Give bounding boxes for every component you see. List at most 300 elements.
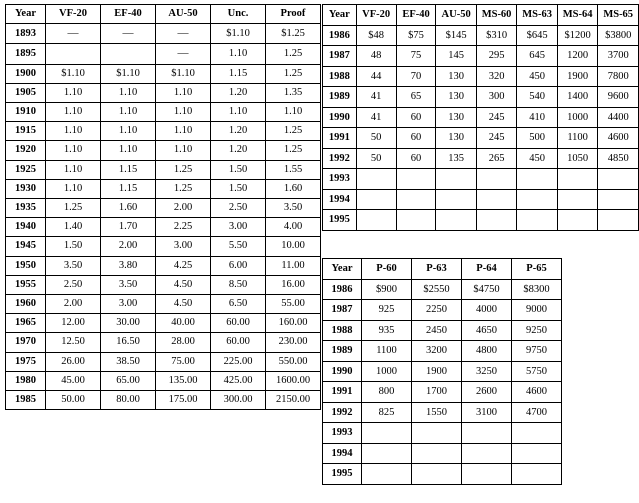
year-cell: 1980 [6,371,46,390]
value-cell: 1.25 [266,122,321,141]
year-cell: 1992 [323,148,357,169]
year-cell: 1935 [6,199,46,218]
value-cell: 1400 [557,87,598,108]
value-cell: 38.50 [101,352,156,371]
value-cell: 1.60 [266,179,321,198]
value-cell: 4600 [512,382,562,403]
value-cell: 8.50 [211,275,266,294]
value-cell: 1100 [557,128,598,149]
column-header-p-63: P-63 [412,259,462,280]
value-cell: 55.00 [266,295,321,314]
value-cell: 130 [436,66,476,87]
value-cell: 225.00 [211,352,266,371]
value-cell: 9750 [512,341,562,362]
value-cell [46,44,101,64]
value-cell: 1200 [557,46,598,67]
value-cell: 4.25 [156,256,211,275]
value-cell: 11.00 [266,256,321,275]
value-cell: 12.50 [46,333,101,352]
value-cell: 50 [356,128,396,149]
value-cell: 5750 [512,361,562,382]
year-cell: 1986 [323,25,357,46]
year-cell: 1925 [6,160,46,179]
value-cell: 320 [476,66,517,87]
em-dash: — [67,27,79,40]
value-cell: 1.10 [46,103,101,122]
column-header-unc: Unc. [211,5,266,24]
table-row [323,66,639,87]
value-cell: 40.00 [156,314,211,333]
value-cell: 300 [476,87,517,108]
value-cell: 3.00 [156,237,211,256]
value-cell: 135.00 [156,371,211,390]
value-cell: 500 [517,128,558,149]
value-cell [156,24,211,44]
value-cell: 1.10 [46,179,101,198]
table-row [323,423,562,444]
value-cell: 3.80 [101,256,156,275]
value-cell: 1.50 [211,160,266,179]
table-row [6,314,321,333]
value-cell: 1.10 [46,83,101,102]
column-header-p-60: P-60 [362,259,412,280]
value-cell [517,169,558,190]
column-header-ms-65: MS-65 [598,5,639,26]
value-cell [362,423,412,444]
value-cell [462,423,512,444]
year-cell: 1990 [323,361,362,382]
proof-grades-table-container [322,258,562,485]
value-cell: 1.25 [156,179,211,198]
value-cell: 550.00 [266,352,321,371]
value-cell [101,24,156,44]
value-cell: 41 [356,87,396,108]
value-cell: 16.00 [266,275,321,294]
value-cell [476,189,517,210]
year-cell: 1940 [6,218,46,237]
value-cell: 30.00 [101,314,156,333]
value-cell [598,189,639,210]
value-cell: 10.00 [266,237,321,256]
value-cell: 4.50 [156,275,211,294]
year-cell: 1915 [6,122,46,141]
year-cell: 1991 [323,382,362,403]
year-cell: 1895 [6,44,46,64]
column-header-p-64: P-64 [462,259,512,280]
year-cell: 1988 [323,66,357,87]
value-cell [557,169,598,190]
table-row [6,5,321,24]
value-cell: 300.00 [211,391,266,410]
value-cell: 450 [517,66,558,87]
year-cell: 1994 [323,189,357,210]
value-cell: 65.00 [101,371,156,390]
table-row [6,371,321,390]
value-cell: 4.00 [266,218,321,237]
value-cell [598,210,639,231]
table-row [6,295,321,314]
table-row [6,103,321,122]
table-row [323,128,639,149]
value-cell: 41 [356,107,396,128]
value-cell: 1.25 [266,141,321,160]
table-header-row [6,5,321,24]
year-cell: 1910 [6,103,46,122]
value-cell: 4000 [462,300,512,321]
em-dash: — [177,47,189,60]
column-header-year: Year [323,259,362,280]
value-cell: 425.00 [211,371,266,390]
year-cell: 1987 [323,46,357,67]
table-row [6,179,321,198]
value-cell: $4750 [462,279,512,300]
value-cell [412,464,462,485]
value-cell: 2.00 [156,199,211,218]
value-cell [517,210,558,231]
value-cell: 75 [396,46,436,67]
value-cell [436,189,476,210]
value-cell: 3250 [462,361,512,382]
table-row [323,320,562,341]
year-cell: 1945 [6,237,46,256]
value-cell: $1.10 [156,64,211,83]
value-cell: 1.10 [211,103,266,122]
value-cell: 1.25 [156,160,211,179]
value-cell: 1.10 [46,122,101,141]
table-row [6,199,321,218]
value-cell: $310 [476,25,517,46]
table-row [323,382,562,403]
value-cell: 3.50 [266,199,321,218]
value-cell [396,210,436,231]
value-cell [156,44,211,64]
value-cell: 4400 [598,107,639,128]
year-cell: 1993 [323,423,362,444]
value-cell: $1.10 [46,64,101,83]
value-cell: 2150.00 [266,391,321,410]
value-cell: 145 [436,46,476,67]
value-cell: 48 [356,46,396,67]
table-row [6,256,321,275]
value-cell: 9250 [512,320,562,341]
value-cell: 1550 [412,402,462,423]
value-cell: $900 [362,279,412,300]
value-cell: 1.20 [211,122,266,141]
value-cell [557,189,598,210]
table-row [6,64,321,83]
value-cell: 1.10 [101,103,156,122]
value-cell: 245 [476,107,517,128]
year-cell: 1965 [6,314,46,333]
value-cell: 75.00 [156,352,211,371]
column-header-au-50: AU-50 [436,5,476,26]
value-cell: 6.50 [211,295,266,314]
table-body [6,24,321,410]
table-row [323,259,562,280]
value-cell [517,189,558,210]
value-cell: 160.00 [266,314,321,333]
table-row [323,210,639,231]
table-row [323,87,639,108]
value-cell: 1.20 [211,83,266,102]
table-row [323,279,562,300]
value-cell: 6.00 [211,256,266,275]
value-cell [412,423,462,444]
value-cell: 60 [396,148,436,169]
value-cell [101,44,156,64]
value-cell: 1.70 [101,218,156,237]
value-cell: 825 [362,402,412,423]
value-cell [462,443,512,464]
value-cell [356,189,396,210]
year-cell: 1989 [323,87,357,108]
year-cell: 1950 [6,256,46,275]
value-cell: 2.00 [101,237,156,256]
year-cell: 1989 [323,341,362,362]
value-cell [476,210,517,231]
column-header-proof: Proof [266,5,321,24]
value-cell: 1.15 [211,64,266,83]
year-cell: 1955 [6,275,46,294]
table-body [323,279,562,484]
value-cell [412,443,462,464]
value-cell [436,169,476,190]
year-cell: 1993 [323,169,357,190]
year-cell: 1893 [6,24,46,44]
year-cell: 1986 [323,279,362,300]
value-cell: 295 [476,46,517,67]
value-cell: 450 [517,148,558,169]
value-cell [46,24,101,44]
column-header-ef-40: EF-40 [396,5,436,26]
table-header-row [323,259,562,280]
column-header-vf-20: VF-20 [356,5,396,26]
value-cell: 1600.00 [266,371,321,390]
value-cell: 3100 [462,402,512,423]
value-cell: 3.50 [46,256,101,275]
value-cell: 1.40 [46,218,101,237]
value-cell [557,210,598,231]
year-cell: 1987 [323,300,362,321]
value-cell: 130 [436,128,476,149]
table-row [323,107,639,128]
table-row [6,391,321,410]
table-row [323,189,639,210]
circulated-grades-table [5,4,321,410]
value-cell: 1.10 [101,122,156,141]
value-cell: 9000 [512,300,562,321]
value-cell: 175.00 [156,391,211,410]
value-cell [396,169,436,190]
em-dash: — [122,27,134,40]
value-cell: 1.10 [46,160,101,179]
table-row [6,122,321,141]
value-cell: 3700 [598,46,639,67]
table-row [323,148,639,169]
value-cell: 1700 [412,382,462,403]
circulated-grades-table-container [5,4,321,410]
value-cell: $8300 [512,279,562,300]
value-cell: 645 [517,46,558,67]
value-cell: 26.00 [46,352,101,371]
value-cell: 230.00 [266,333,321,352]
value-cell: 4850 [598,148,639,169]
value-cell: 4600 [598,128,639,149]
value-cell: 935 [362,320,412,341]
value-cell: 60.00 [211,333,266,352]
value-cell: 130 [436,107,476,128]
column-header-vf-20: VF-20 [46,5,101,24]
value-cell: 1.25 [266,44,321,64]
value-cell [512,443,562,464]
value-cell: 410 [517,107,558,128]
value-cell: 2.50 [211,199,266,218]
value-cell: 1.20 [211,141,266,160]
value-cell: 925 [362,300,412,321]
value-cell: 1.60 [101,199,156,218]
value-cell: 50 [356,148,396,169]
em-dash: — [177,27,189,40]
value-cell: 2.00 [46,295,101,314]
value-cell: 1.55 [266,160,321,179]
value-cell [598,169,639,190]
value-cell: 65 [396,87,436,108]
table-row [323,46,639,67]
value-cell [476,169,517,190]
table-row [323,300,562,321]
value-cell: 135 [436,148,476,169]
value-cell [396,189,436,210]
table-row [323,169,639,190]
value-cell: 2250 [412,300,462,321]
year-cell: 1995 [323,464,362,485]
value-cell: $48 [356,25,396,46]
value-cell: 1.35 [266,83,321,102]
mint-state-grades-table [322,4,639,231]
value-cell: 1.10 [156,103,211,122]
table-row [6,160,321,179]
value-cell: 2600 [462,382,512,403]
column-header-ms-64: MS-64 [557,5,598,26]
value-cell: 265 [476,148,517,169]
value-cell: 4800 [462,341,512,362]
year-cell: 1995 [323,210,357,231]
column-header-ef-40: EF-40 [101,5,156,24]
value-cell: 50.00 [46,391,101,410]
value-cell: 1.10 [46,141,101,160]
value-cell: 1900 [557,66,598,87]
value-cell: 4650 [462,320,512,341]
year-cell: 1920 [6,141,46,160]
value-cell: 3.00 [211,218,266,237]
table-row [323,361,562,382]
value-cell: $1.10 [211,24,266,44]
value-cell: $145 [436,25,476,46]
column-header-ms-60: MS-60 [476,5,517,26]
value-cell: 5.50 [211,237,266,256]
value-cell: 3.00 [101,295,156,314]
value-cell: 1.50 [46,237,101,256]
value-cell [462,464,512,485]
value-cell: 1.10 [156,141,211,160]
value-cell: 1050 [557,148,598,169]
year-cell: 1905 [6,83,46,102]
value-cell: 28.00 [156,333,211,352]
value-cell: 1.15 [101,179,156,198]
value-cell: 1.10 [101,141,156,160]
value-cell [436,210,476,231]
year-cell: 1994 [323,443,362,464]
year-cell: 1985 [6,391,46,410]
value-cell: 60.00 [211,314,266,333]
table-row [6,218,321,237]
year-cell: 1988 [323,320,362,341]
value-cell: 60 [396,128,436,149]
value-cell: 7800 [598,66,639,87]
value-cell: $1.10 [101,64,156,83]
value-cell: 1100 [362,341,412,362]
value-cell: 80.00 [101,391,156,410]
value-cell: 1900 [412,361,462,382]
table-row [6,44,321,64]
value-cell: 1.10 [156,83,211,102]
table-body [323,25,639,230]
table-row [323,5,639,26]
value-cell: $1.25 [266,24,321,44]
value-cell: 60 [396,107,436,128]
value-cell: 1.10 [266,103,321,122]
value-cell: $1200 [557,25,598,46]
value-cell [356,210,396,231]
value-cell: 1.10 [101,83,156,102]
value-cell: 4.50 [156,295,211,314]
table-row [6,237,321,256]
table-row [6,352,321,371]
column-header-year: Year [6,5,46,24]
value-cell: 70 [396,66,436,87]
value-cell: $2550 [412,279,462,300]
table-row [6,141,321,160]
value-cell: 16.50 [101,333,156,352]
value-cell: 1.10 [156,122,211,141]
value-cell: 2.25 [156,218,211,237]
table-row [323,402,562,423]
value-cell: 1.25 [46,199,101,218]
value-cell: 1000 [362,361,412,382]
value-cell [512,464,562,485]
value-cell: 4700 [512,402,562,423]
value-cell [512,423,562,444]
value-cell: 1.10 [211,44,266,64]
value-cell: 245 [476,128,517,149]
table-header-row [323,5,639,26]
value-cell: 3200 [412,341,462,362]
value-cell: 2450 [412,320,462,341]
value-cell: $3800 [598,25,639,46]
table-row [323,25,639,46]
value-cell: 540 [517,87,558,108]
value-cell: 1.15 [101,160,156,179]
column-header-au-50: AU-50 [156,5,211,24]
year-cell: 1990 [323,107,357,128]
table-row [6,83,321,102]
value-cell: 2.50 [46,275,101,294]
value-cell: 44 [356,66,396,87]
value-cell [362,443,412,464]
table-row [6,275,321,294]
year-cell: 1991 [323,128,357,149]
table-row [323,443,562,464]
